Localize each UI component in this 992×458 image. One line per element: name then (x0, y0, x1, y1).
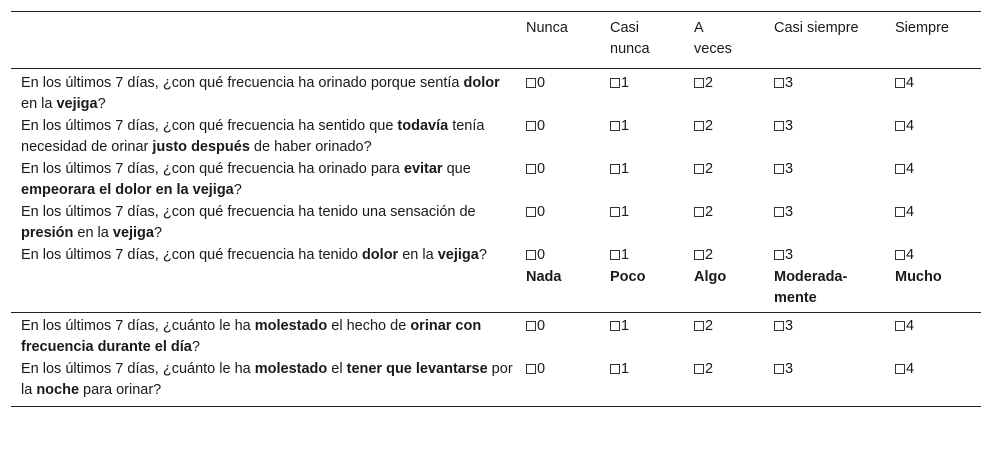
answer-option-label[interactable] (610, 247, 629, 263)
checkbox-icon[interactable] (895, 78, 905, 88)
option-value: 3 (785, 204, 794, 220)
question-fragment: En los últimos 7 días, ¿cuánto le ha (21, 318, 255, 334)
option-value: 4 (906, 318, 915, 334)
header-casi-nunca: Casi nunca (600, 12, 684, 69)
answer-option-label[interactable] (610, 161, 629, 177)
checkbox-icon[interactable] (694, 321, 704, 331)
question-row (11, 159, 981, 202)
question-row (11, 116, 981, 159)
option-value: 4 (906, 361, 915, 377)
intensity-header-row (11, 267, 981, 313)
answer-option-label[interactable] (694, 361, 713, 377)
answer-option[interactable] (764, 159, 885, 202)
answer-option-label[interactable] (774, 118, 793, 134)
question-fragment: En los últimos 7 días, ¿cuánto le ha (21, 361, 255, 377)
question-fragment: En los últimos 7 días, ¿con qué frecuencia ha tenido (21, 247, 362, 263)
answer-option-label[interactable] (774, 161, 793, 177)
answer-option-label[interactable] (526, 204, 545, 220)
answer-option-label[interactable] (526, 318, 545, 334)
question-emphasis: tener que levantarse (346, 361, 488, 377)
answer-option-label[interactable] (610, 75, 629, 91)
questionnaire (11, 11, 981, 407)
question-text (11, 202, 516, 245)
intensity-header-blank (11, 267, 516, 313)
answer-option-label[interactable] (526, 161, 545, 177)
answer-option[interactable] (764, 359, 885, 407)
header-blank (11, 12, 516, 69)
question-emphasis: empeorara el dolor en la vejiga (21, 182, 234, 198)
answer-option[interactable] (600, 359, 684, 407)
answer-option[interactable] (516, 359, 600, 407)
option-value: 4 (906, 118, 915, 134)
checkbox-icon[interactable] (526, 121, 536, 131)
questionnaire-table (11, 11, 981, 407)
header-casi-siempre: Casi siempre (764, 12, 885, 69)
header-siempre: Siempre (885, 12, 981, 69)
checkbox-icon[interactable] (694, 164, 704, 174)
question-fragment: por la (21, 361, 513, 398)
answer-option[interactable] (764, 313, 885, 360)
checkbox-icon[interactable] (610, 121, 620, 131)
checkbox-icon[interactable] (526, 78, 536, 88)
answer-option[interactable] (764, 116, 885, 159)
checkbox-icon[interactable] (526, 364, 536, 374)
question-emphasis: dolor (463, 75, 500, 91)
checkbox-icon[interactable] (694, 78, 704, 88)
answer-option[interactable] (600, 69, 684, 117)
answer-option[interactable] (764, 202, 885, 245)
answer-option-label[interactable] (694, 318, 713, 334)
answer-option[interactable] (516, 202, 600, 245)
checkbox-icon[interactable] (694, 207, 704, 217)
answer-option[interactable] (516, 69, 600, 117)
answer-option[interactable] (885, 359, 981, 407)
question-text (11, 313, 516, 360)
checkbox-icon[interactable] (526, 164, 536, 174)
answer-option-label[interactable] (526, 361, 545, 377)
question-fragment: en la (73, 225, 113, 241)
answer-option-label[interactable] (526, 247, 545, 263)
answer-option[interactable] (516, 116, 600, 159)
option-value: 4 (906, 204, 915, 220)
answer-option-label[interactable] (895, 318, 914, 334)
answer-option[interactable] (764, 69, 885, 117)
answer-option-label[interactable] (895, 161, 914, 177)
intensity-header-label: Poco (600, 267, 684, 313)
answer-option[interactable] (600, 245, 684, 267)
answer-option[interactable] (885, 116, 981, 159)
answer-option[interactable] (600, 313, 684, 360)
checkbox-icon[interactable] (610, 164, 620, 174)
option-value: 3 (785, 361, 794, 377)
checkbox-icon[interactable] (774, 164, 784, 174)
question-emphasis: justo después (152, 139, 250, 155)
question-row (11, 202, 981, 245)
header-a-veces: A veces (684, 12, 764, 69)
answer-option-label[interactable] (774, 361, 793, 377)
option-value: 0 (537, 118, 546, 134)
option-value: 1 (621, 204, 630, 220)
answer-option-label[interactable] (610, 118, 629, 134)
option-value: 3 (785, 318, 794, 334)
answer-option[interactable] (684, 313, 764, 360)
question-text (11, 245, 516, 267)
checkbox-icon[interactable] (694, 364, 704, 374)
checkbox-icon[interactable] (694, 121, 704, 131)
answer-option-label[interactable] (895, 118, 914, 134)
answer-option-label[interactable] (610, 204, 629, 220)
question-emphasis: orinar con frecuencia durante el día (21, 318, 482, 355)
checkbox-icon[interactable] (895, 164, 905, 174)
answer-option-label[interactable] (610, 318, 629, 334)
question-fragment: En los últimos 7 días, ¿con qué frecuencia ha sentido que (21, 118, 398, 134)
answer-option-label[interactable] (694, 118, 713, 134)
answer-option[interactable] (516, 245, 600, 267)
question-fragment: que (442, 161, 471, 177)
checkbox-icon[interactable] (694, 250, 704, 260)
question-emphasis: noche (36, 382, 80, 398)
answer-option[interactable] (885, 69, 981, 117)
answer-option[interactable] (684, 245, 764, 267)
question-row (11, 245, 981, 267)
question-emphasis: presión (21, 225, 74, 241)
question-emphasis: todavía (397, 118, 449, 134)
option-value: 1 (621, 318, 630, 334)
option-value: 1 (621, 161, 630, 177)
header-nunca: Nunca (516, 12, 600, 69)
checkbox-icon[interactable] (774, 121, 784, 131)
answer-option[interactable] (885, 313, 981, 360)
option-value: 2 (705, 118, 714, 134)
checkbox-icon[interactable] (526, 321, 536, 331)
question-fragment: ? (233, 182, 242, 198)
answer-option-label[interactable] (694, 161, 713, 177)
option-value: 0 (537, 161, 546, 177)
option-value: 2 (705, 161, 714, 177)
question-fragment: ? (97, 96, 106, 112)
checkbox-icon[interactable] (774, 321, 784, 331)
checkbox-icon[interactable] (774, 364, 784, 374)
checkbox-icon[interactable] (610, 250, 620, 260)
option-value: 0 (537, 75, 546, 91)
checkbox-icon[interactable] (774, 78, 784, 88)
option-value: 2 (705, 204, 714, 220)
option-value: 1 (621, 75, 630, 91)
intensity-header-label: Mucho (885, 267, 981, 313)
answer-option[interactable] (684, 359, 764, 407)
option-value: 2 (705, 75, 714, 91)
option-value: 3 (785, 75, 794, 91)
option-value: 2 (705, 361, 714, 377)
frequency-header-row (11, 12, 981, 69)
intensity-header-label: Nada (516, 267, 600, 313)
question-emphasis: vejiga (56, 96, 98, 112)
checkbox-icon[interactable] (610, 364, 620, 374)
checkbox-icon[interactable] (895, 207, 905, 217)
answer-option[interactable] (516, 159, 600, 202)
question-text (11, 359, 516, 407)
question-emphasis: evitar (403, 161, 443, 177)
answer-option[interactable] (516, 313, 600, 360)
answer-option-label[interactable] (774, 75, 793, 91)
answer-option-label[interactable] (694, 75, 713, 91)
question-row (11, 359, 981, 407)
answer-option-label[interactable] (774, 204, 793, 220)
answer-option[interactable] (600, 116, 684, 159)
option-value: 3 (785, 118, 794, 134)
answer-option[interactable] (885, 202, 981, 245)
option-value: 3 (785, 161, 794, 177)
checkbox-icon[interactable] (895, 121, 905, 131)
option-value: 4 (906, 75, 915, 91)
option-value: 1 (621, 118, 630, 134)
checkbox-icon[interactable] (774, 250, 784, 260)
option-value: 3 (785, 247, 794, 263)
option-value: 4 (906, 247, 915, 263)
answer-option[interactable] (764, 245, 885, 267)
checkbox-icon[interactable] (895, 321, 905, 331)
question-emphasis: molestado (254, 318, 328, 334)
question-fragment: para orinar? (79, 382, 162, 398)
answer-option[interactable] (600, 159, 684, 202)
question-fragment: En los últimos 7 días, ¿con qué frecuencia ha orinado para (21, 161, 404, 177)
option-value: 4 (906, 161, 915, 177)
answer-option[interactable] (885, 159, 981, 202)
answer-option[interactable] (684, 202, 764, 245)
question-fragment: en la (21, 96, 57, 112)
checkbox-icon[interactable] (526, 207, 536, 217)
question-fragment: ? (191, 339, 200, 355)
question-fragment: ? (153, 225, 163, 241)
checkbox-icon[interactable] (774, 207, 784, 217)
question-fragment: En los últimos 7 días, ¿con qué frecuencia ha orinado porque sentía (21, 75, 464, 91)
question-fragment: de haber orinado? (249, 139, 372, 155)
checkbox-icon[interactable] (610, 321, 620, 331)
question-emphasis: vejiga (437, 247, 479, 263)
question-fragment: tenía necesidad de orinar (21, 118, 485, 155)
answer-option-label[interactable] (895, 204, 914, 220)
question-text (11, 159, 516, 202)
answer-option-label[interactable] (895, 361, 914, 377)
question-emphasis: molestado (254, 361, 328, 377)
answer-option-label[interactable] (694, 204, 713, 220)
question-text (11, 116, 516, 159)
question-fragment: En los últimos 7 días, ¿con qué frecuencia ha tenido una sensación de (21, 204, 476, 220)
answer-option[interactable] (684, 159, 764, 202)
option-value: 0 (537, 204, 546, 220)
question-fragment: en la (398, 247, 438, 263)
question-fragment: el hecho de (327, 318, 411, 334)
checkbox-icon[interactable] (895, 250, 905, 260)
option-value: 2 (705, 318, 714, 334)
checkbox-icon[interactable] (610, 207, 620, 217)
answer-option-label[interactable] (694, 247, 713, 263)
checkbox-icon[interactable] (526, 250, 536, 260)
option-value: 0 (537, 318, 546, 334)
intensity-header-label: Algo (684, 267, 764, 313)
answer-option-label[interactable] (610, 361, 629, 377)
question-emphasis: dolor (361, 247, 399, 263)
answer-option[interactable] (885, 245, 981, 267)
answer-option[interactable] (684, 116, 764, 159)
option-value: 1 (621, 361, 630, 377)
option-value: 1 (621, 247, 630, 263)
checkbox-icon[interactable] (610, 78, 620, 88)
question-row (11, 69, 981, 117)
option-value: 2 (705, 247, 714, 263)
answer-option-label[interactable] (774, 247, 793, 263)
intensity-header-label: Moderada-mente (764, 267, 885, 313)
option-value: 0 (537, 247, 546, 263)
answer-option[interactable] (600, 202, 684, 245)
question-row (11, 313, 981, 360)
answer-option-label[interactable] (526, 75, 545, 91)
question-emphasis: vejiga (112, 225, 154, 241)
answer-option-label[interactable] (526, 118, 545, 134)
question-fragment: el (327, 361, 347, 377)
checkbox-icon[interactable] (895, 364, 905, 374)
answer-option-label[interactable] (774, 318, 793, 334)
question-text (11, 69, 516, 117)
question-fragment: ? (478, 247, 487, 263)
answer-option[interactable] (684, 69, 764, 117)
answer-option-label[interactable] (895, 247, 914, 263)
answer-option-label[interactable] (895, 75, 914, 91)
option-value: 0 (537, 361, 546, 377)
